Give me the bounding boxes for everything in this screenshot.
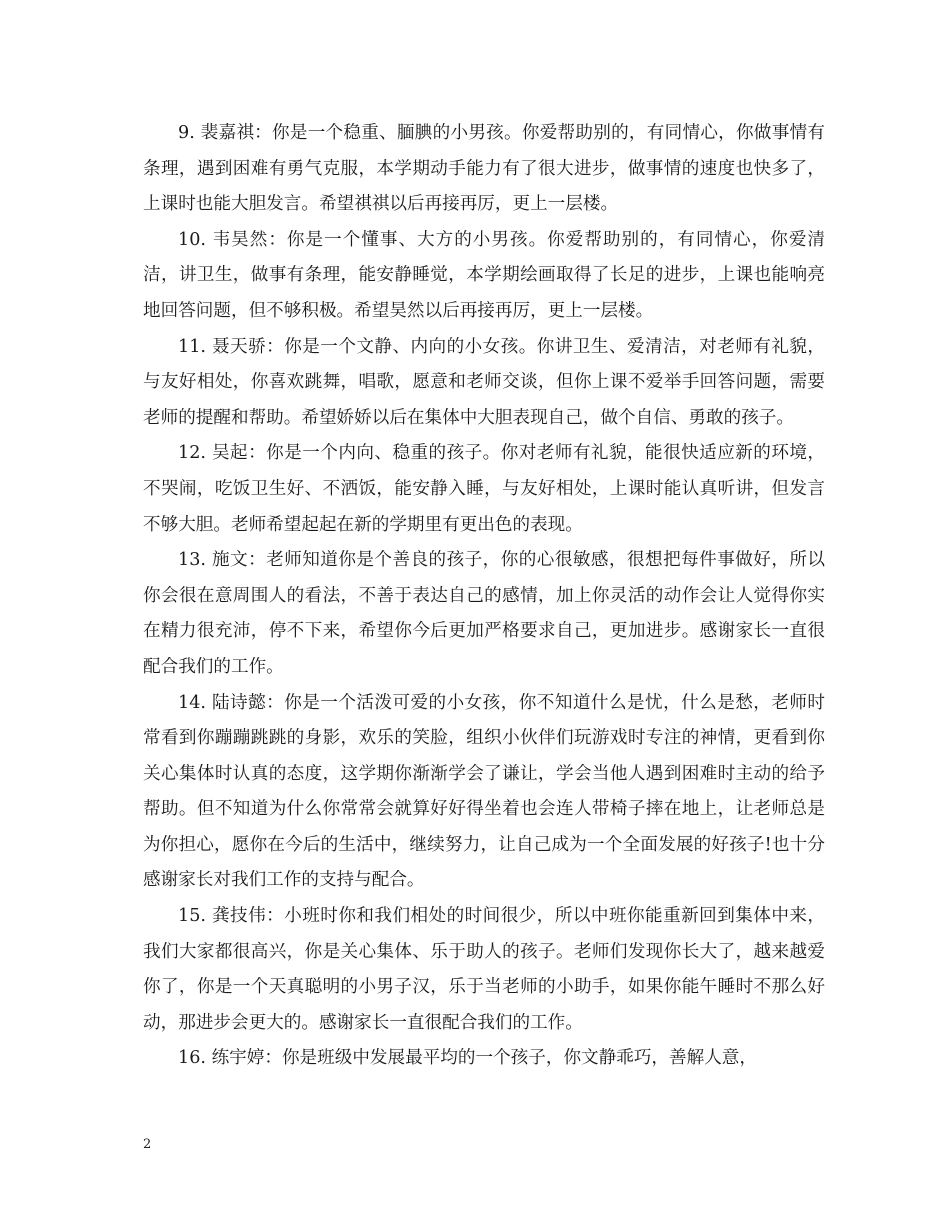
document-body (143, 116, 825, 1077)
comment-paragraph-16: 16. 练宇婷：你是班级中发展最平均的一个孩子，你文静乖巧，善解人意， (178, 1048, 757, 1069)
comment-paragraph-12: 12. 吴起：你是一个内向、稳重的孩子。你对老师有礼貌，能很快适应新的环境，不哭闹，吃饭卫生好、不洒饭，能安静入睡，与友好相处，上课时能认真听讲，但发言不够大胆。老师希望起起在新的学期里有更出色的表现。 (143, 443, 825, 535)
comment-paragraph-9: 9. 裴嘉祺：你是一个稳重、腼腆的小男孩。你爱帮助别的，有同情心，你做事情有条理，遇到困难有勇气克服，本学期动手能力有了很大进步，做事情的速度也快多了，上课时也能大胆发言。希望祺祺以后再接再厉，更上一层楼。 (143, 123, 825, 215)
page-number: 2 (143, 1137, 152, 1152)
comment-paragraph-11: 11. 聂天骄：你是一个文静、内向的小女孩。你讲卫生、爱清洁，对老师有礼貌，与友好相处，你喜欢跳舞，唱歌，愿意和老师交谈，但你上课不爱举手回答问题，需要老师的提醒和帮助。希望娇娇以后在集体中大胆表现自己，做个自信、勇敢的孩子。 (143, 336, 825, 428)
comment-paragraph-14: 14. 陆诗懿：你是一个活泼可爱的小女孩，你不知道什么是忧，什么是愁，老师时常看到你蹦蹦跳跳的身影，欢乐的笑脸，组织小伙伴们玩游戏时专注的神情，更看到你关心集体时认真的态度，这学期你渐渐学会了谦让，学会当他人遇到困难时主动的给予帮助。但不知道为什么你常常会就算好好得坐着也会连人带椅子摔在地上，让老师总是为你担心，愿你在今后的生活中，继续努力，让自己成为一个全面发展的好孩子!也十分感谢家长对我们工作的支持与配合。 (143, 692, 825, 891)
comment-paragraph-13: 13. 施文：老师知道你是个善良的孩子，你的心很敏感，很想把每件事做好，所以你会很在意周围人的看法，不善于表达自己的感情，加上你灵活的动作会让人觉得你实在精力很充沛，停不下来，希望你今后更加严格要求自己，更加进步。感谢家长一直很配合我们的工作。 (143, 550, 825, 677)
comment-paragraph-10: 10. 韦昊然：你是一个懂事、大方的小男孩。你爱帮助别的，有同情心，你爱清洁，讲卫生，做事有条理，能安静睡觉，本学期绘画取得了长足的进步，上课也能响亮地回答问题，但不够积极。希望昊然以后再接再厉，更上一层楼。 (143, 229, 825, 321)
comment-paragraph-15: 15. 龚技伟：小班时你和我们相处的时间很少，所以中班你能重新回到集体中来，我们大家都很高兴，你是关心集体、乐于助人的孩子。老师们发现你长大了，越来越爱你了，你是一个天真聪明的小男子汉，乐于当老师的小助手，如果你能午睡时不那么好动，那进步会更大的。感谢家长一直很配合我们的工作。 (143, 906, 825, 1033)
